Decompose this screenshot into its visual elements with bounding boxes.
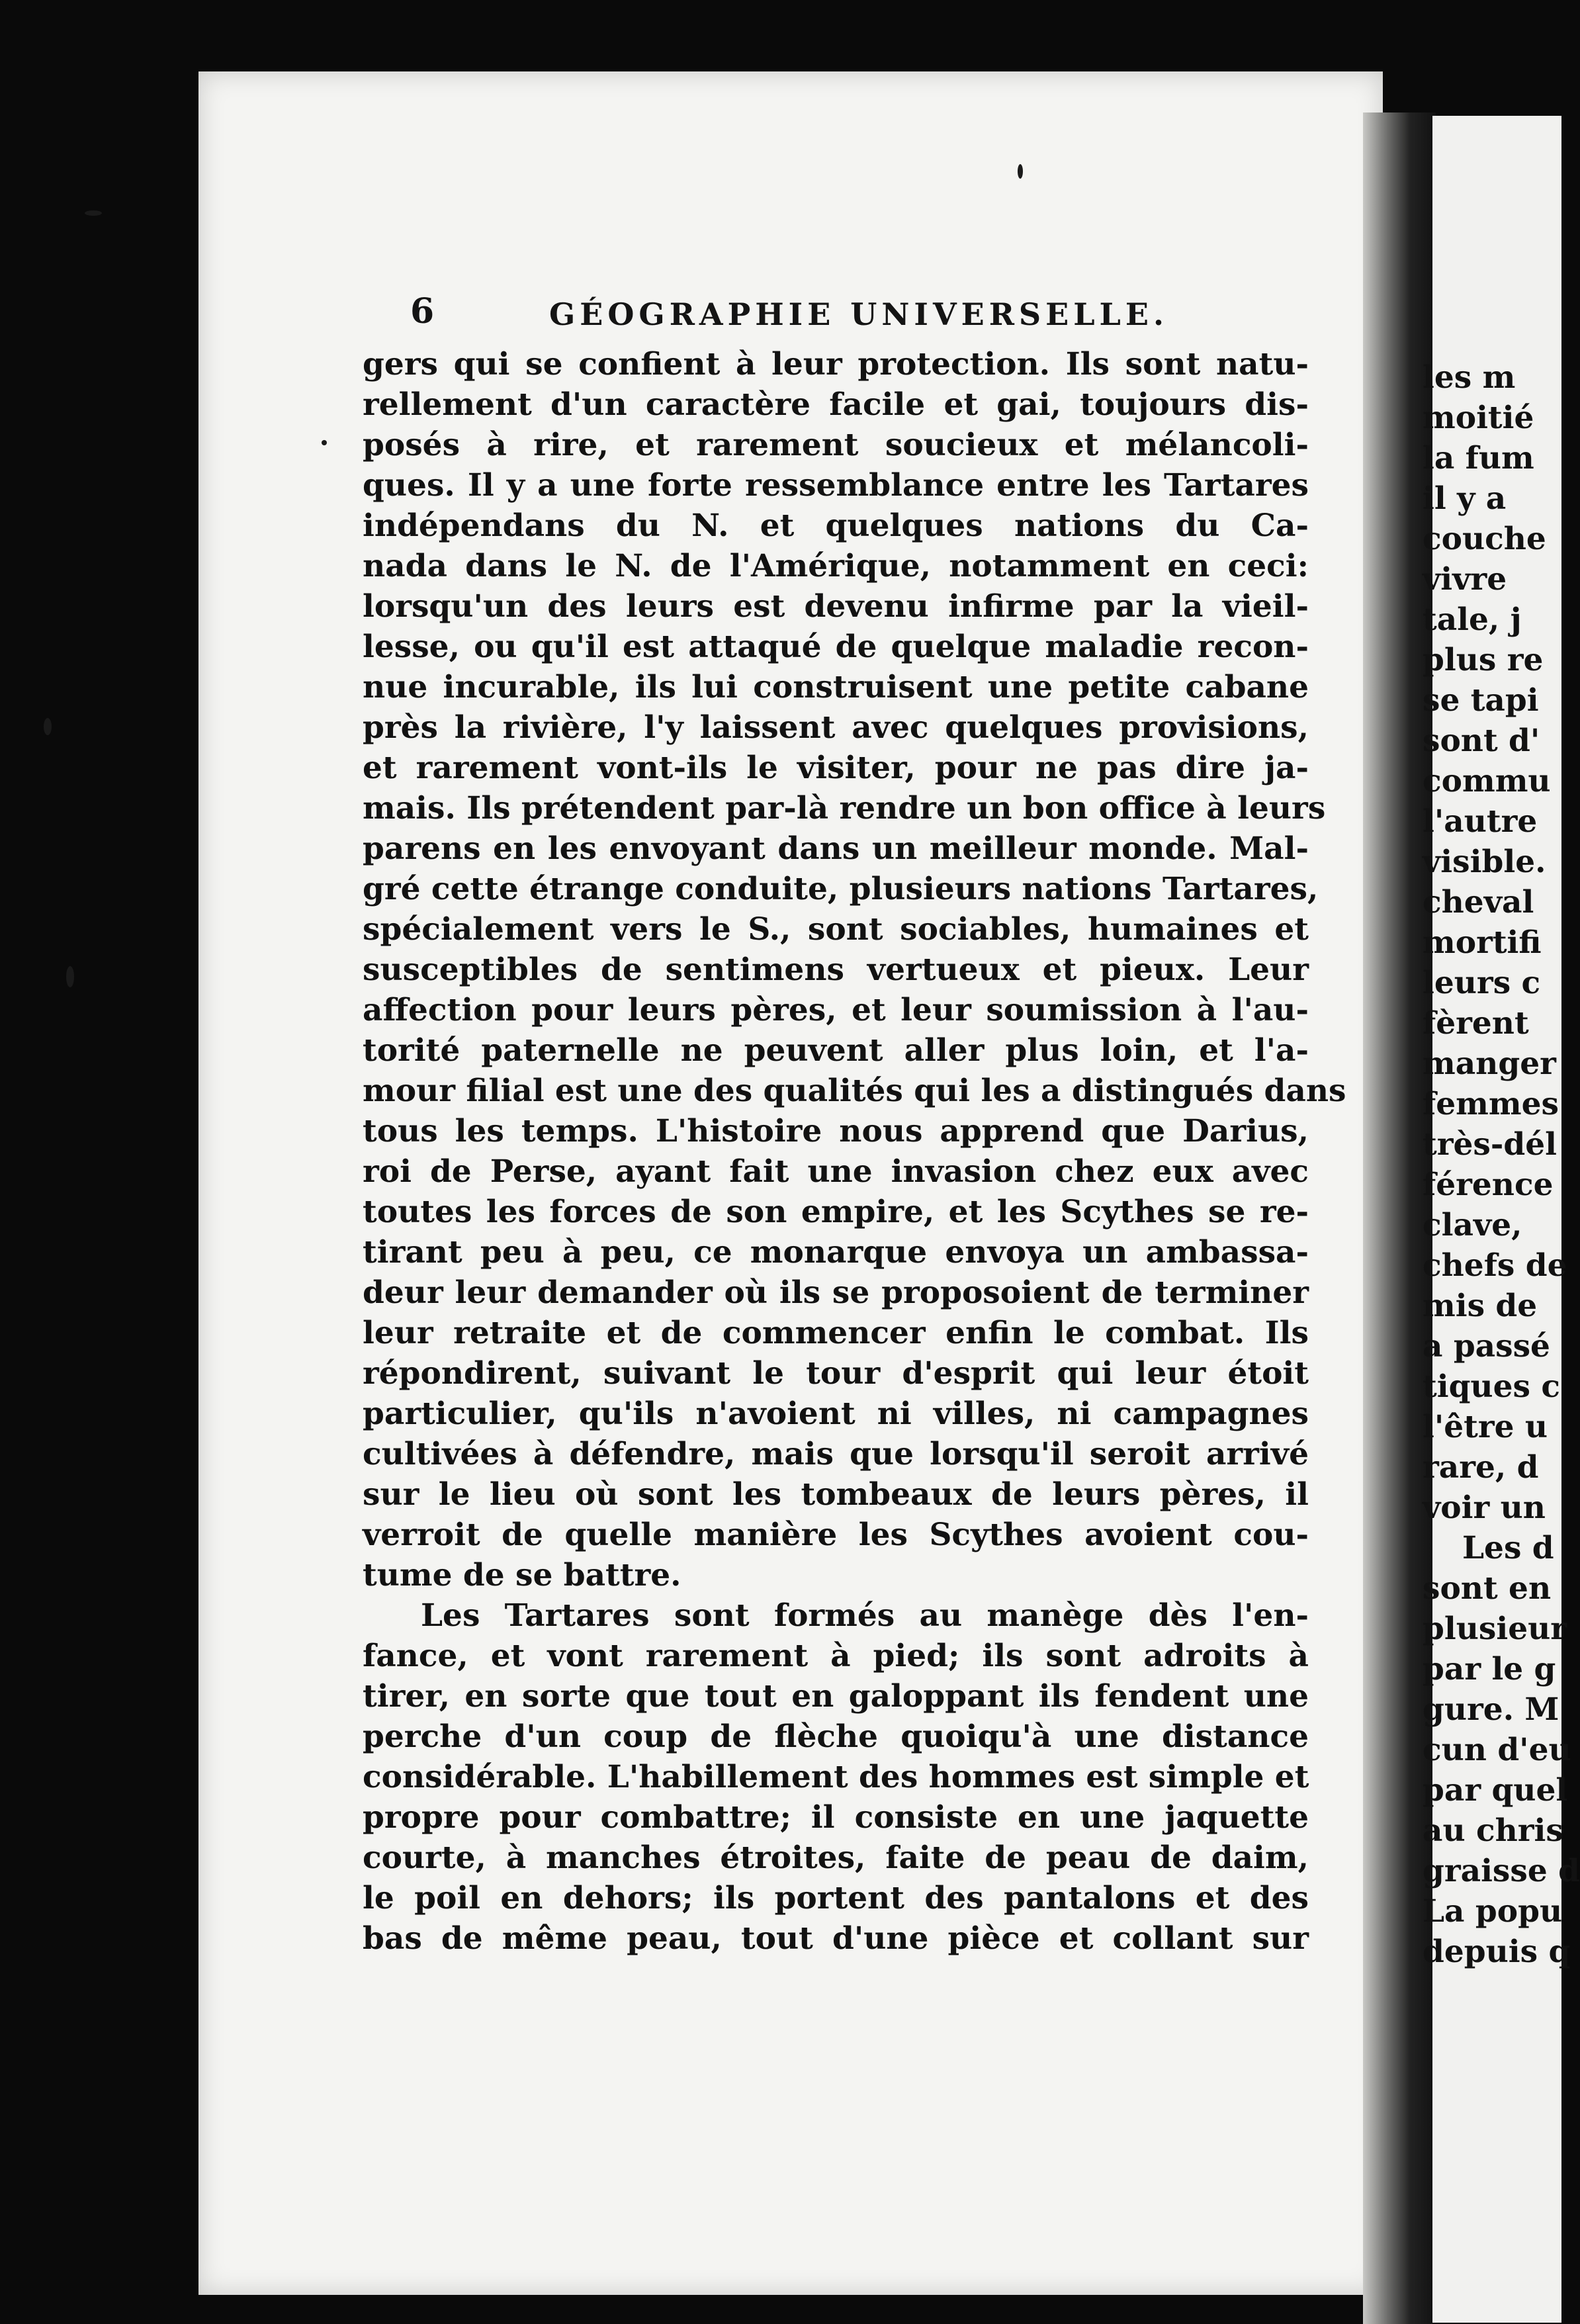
right-page-line-fragment: au chris: [1423, 1812, 1563, 1849]
ink-speck: [1018, 164, 1023, 179]
text-line: rellement d'un caractère facile et gai, toujours dis-: [363, 386, 1309, 423]
ink-speck: [322, 440, 327, 445]
right-page-line-fragment: manger: [1423, 1046, 1556, 1082]
text-line: et rarement vont-ils le visiter, pour ne pas dire ja-: [363, 750, 1309, 786]
right-page-line-fragment: a passé: [1423, 1328, 1550, 1364]
text-line: propre pour combattre; il consiste en une jaquette: [363, 1799, 1309, 1836]
right-page-line-fragment: commu: [1423, 763, 1551, 799]
text-line: sur le lieu où sont les tombeaux de leurs pères, il: [363, 1476, 1309, 1513]
right-page-line-fragment: La popu: [1423, 1893, 1563, 1930]
right-page-line-fragment: par le g: [1423, 1651, 1556, 1687]
right-page-line-fragment: les m: [1423, 359, 1516, 396]
text-line: fance, et vont rarement à pied; ils sont adroits à: [363, 1638, 1309, 1674]
right-page-line-fragment: la fum: [1423, 440, 1534, 476]
right-page-line-fragment: leurs c: [1423, 965, 1541, 1001]
right-page-line-fragment: mortifi: [1423, 924, 1542, 961]
text-line: tirant peu à peu, ce monarque envoya un ambassa-: [363, 1234, 1309, 1271]
right-page-line-fragment: moitié: [1423, 400, 1534, 436]
text-line: deur leur demander où ils se proposoient de terminer: [363, 1274, 1309, 1311]
text-line: répondirent, suivant le tour d'esprit qui leur étoit: [363, 1355, 1309, 1392]
text-line: verroit de quelle manière les Scythes avoient cou-: [363, 1517, 1309, 1553]
ink-speck: [85, 210, 102, 216]
text-line: particulier, qu'ils n'avoient ni villes, ni campagnes: [363, 1396, 1309, 1432]
page-number: 6: [410, 291, 435, 332]
right-page-line-fragment: sont d': [1423, 723, 1540, 759]
text-line: toutes les forces de son empire, et les Scythes se re-: [363, 1194, 1309, 1230]
ink-speck: [66, 966, 74, 987]
text-line: tous les temps. L'histoire nous apprend que Darius,: [363, 1113, 1309, 1149]
text-line: leur retraite et de commencer enfin le combat. Ils: [363, 1315, 1309, 1351]
right-page-line-fragment: visible.: [1423, 844, 1546, 880]
text-line: cultivées à défendre, mais que lorsqu'il seroit arrivé: [363, 1436, 1309, 1472]
text-line: gré cette étrange conduite, plusieurs nations Tartares,: [363, 871, 1319, 907]
text-line: nue incurable, ils lui construisent une petite cabane: [363, 669, 1309, 705]
ink-speck: [44, 718, 52, 735]
text-line: nada dans le N. de l'Amérique, notamment en ceci:: [363, 548, 1309, 584]
right-page-line-fragment: par quel: [1423, 1772, 1568, 1809]
right-page-line-fragment: cheval: [1423, 884, 1534, 920]
right-page-line-fragment: rare, d: [1423, 1449, 1539, 1486]
right-page-line-fragment: très-dél: [1423, 1126, 1557, 1163]
right-page-line-fragment: gure. M: [1423, 1691, 1559, 1728]
text-line: près la rivière, l'y laissent avec quelques provisions,: [363, 709, 1309, 746]
main-text-column: [363, 344, 1346, 1959]
text-line: mour filial est une des qualités qui les a distingués dans: [363, 1073, 1346, 1109]
right-page-line-fragment: mis de: [1423, 1288, 1538, 1324]
right-page-line-fragment: femmes: [1423, 1086, 1559, 1122]
text-line: affection pour leurs pères, et leur soumission à l'au-: [363, 992, 1309, 1028]
text-line: considérable. L'habillement des hommes est simple et: [363, 1759, 1309, 1795]
text-line: parens en les envoyant dans un meilleur monde. Mal-: [363, 830, 1309, 867]
right-page-line-fragment: Les d: [1462, 1530, 1554, 1566]
text-line: ques. Il y a une forte ressemblance entre les Tartares: [363, 467, 1309, 504]
right-page-line-fragment: l'être u: [1423, 1409, 1548, 1445]
right-page-line-fragment: se tapi: [1423, 682, 1539, 719]
right-page-line-fragment: graisse d: [1423, 1853, 1580, 1889]
right-page-line-fragment: chefs de: [1423, 1247, 1567, 1284]
text-line: posés à rire, et rarement soucieux et mélancoli-: [363, 427, 1309, 463]
right-page-line-fragment: l'autre: [1423, 803, 1538, 840]
running-head: [410, 291, 1442, 337]
text-line: indépendans du N. et quelques nations du Ca-: [363, 508, 1309, 544]
text-line: gers qui se confient à leur protection. Ils sont natu-: [363, 346, 1309, 382]
text-line: courte, à manches étroites, faite de peau de daim,: [363, 1840, 1309, 1876]
text-line: spécialement vers le S., sont sociables, humaines et: [363, 911, 1309, 948]
right-page-line-fragment: tiques c: [1423, 1368, 1560, 1405]
right-page-line-fragment: il y a: [1423, 480, 1507, 517]
right-page-line-fragment: férence: [1423, 1167, 1554, 1203]
text-line: perche d'un coup de flèche quoiqu'à une distance: [363, 1719, 1309, 1755]
right-page-line-fragment: plus re: [1423, 642, 1544, 678]
text-line: mais. Ils prétendent par-là rendre un bon office à leurs: [363, 790, 1326, 827]
text-line: roi de Perse, ayant fait une invasion chez eux avec: [363, 1153, 1309, 1190]
text-line: tume de se battre.: [363, 1557, 681, 1593]
text-line: lesse, ou qu'il est attaqué de quelque maladie recon-: [363, 629, 1309, 665]
right-page-line-fragment: clave,: [1423, 1207, 1522, 1243]
right-page-line-fragment: couche: [1423, 521, 1546, 557]
text-line: Les Tartares sont formés au manège dès l'en-: [421, 1597, 1309, 1634]
right-page-line-fragment: fèrent: [1423, 1005, 1529, 1042]
text-line: bas de même peau, tout d'une pièce et collant sur: [363, 1920, 1309, 1957]
right-page-line-fragment: cun d'eu: [1423, 1732, 1571, 1768]
right-page-line-fragment: plusieur: [1423, 1611, 1567, 1647]
text-line: lorsqu'un des leurs est devenu infirme par la vieil-: [363, 588, 1309, 625]
right-page-line-fragment: vivre: [1423, 561, 1507, 598]
text-line: susceptibles de sentimens vertueux et pieux. Leur: [363, 952, 1309, 988]
right-page-line-fragment: voir un: [1423, 1490, 1546, 1526]
right-page-line-fragment: tale, j: [1423, 602, 1522, 638]
right-page-line-fragment: depuis q: [1423, 1934, 1571, 1970]
right-page-line-fragment: sont en: [1423, 1570, 1552, 1607]
text-line: le poil en dehors; ils portent des pantalons et des: [363, 1880, 1309, 1916]
right-page-text-fragments: [1423, 357, 1580, 1972]
text-line: tirer, en sorte que tout en galoppant ils fendent une: [363, 1678, 1309, 1715]
running-title: GÉOGRAPHIE UNIVERSELLE.: [549, 296, 1168, 332]
text-line: torité paternelle ne peuvent aller plus loin, et l'a-: [363, 1032, 1309, 1069]
